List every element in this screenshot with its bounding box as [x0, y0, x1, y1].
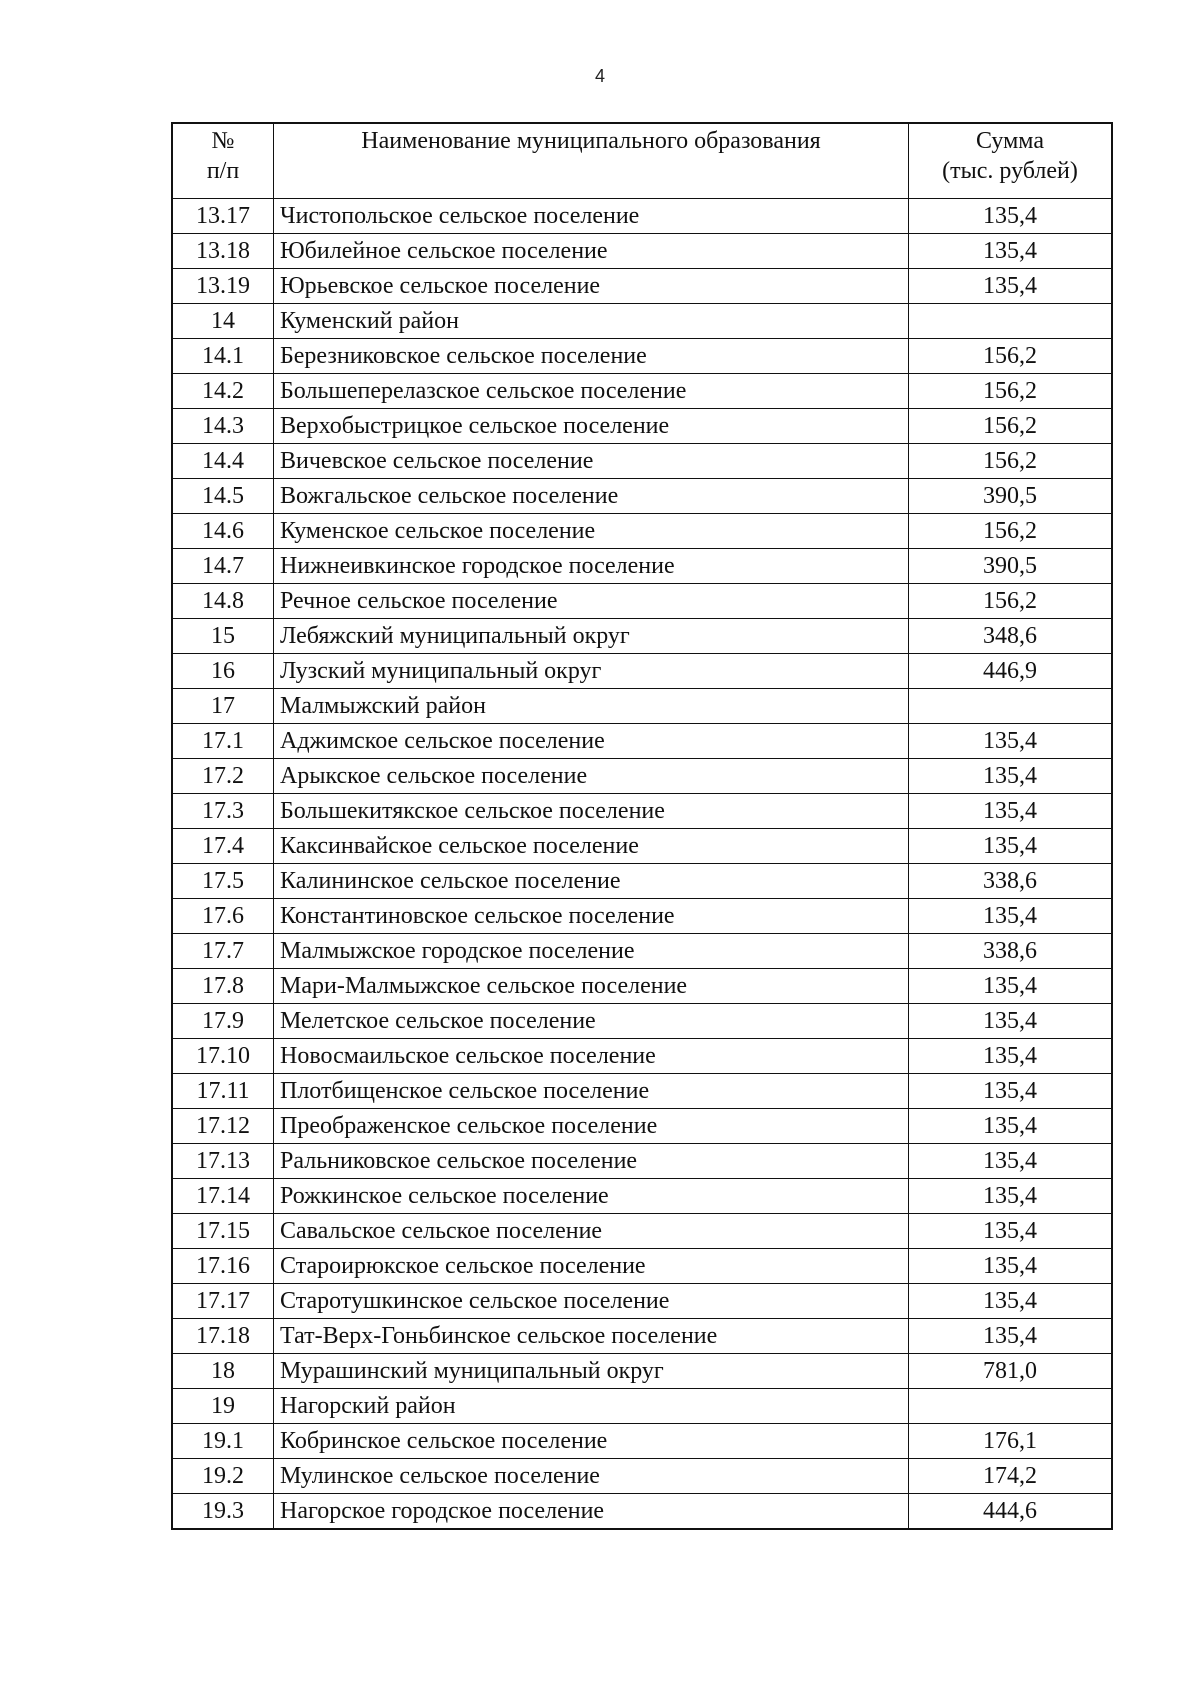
table-row [172, 794, 1112, 829]
table-row [172, 584, 1112, 619]
row-number-cell: 17 [172, 689, 274, 724]
row-number-cell: 17.6 [172, 899, 274, 934]
row-sum-cell: 135,4 [909, 1074, 1113, 1109]
header-name: Наименование муниципального образования [274, 123, 909, 199]
row-sum-cell: 156,2 [909, 514, 1113, 549]
header-sum-line1: Сумма [976, 128, 1044, 154]
row-number-cell: 19.2 [172, 1459, 274, 1494]
row-number-cell: 14 [172, 304, 274, 339]
row-name-cell: Старотушкинское сельское поселение [274, 1284, 909, 1319]
row-number-cell: 17.2 [172, 759, 274, 794]
row-sum-cell: 135,4 [909, 1109, 1113, 1144]
table-row [172, 1249, 1112, 1284]
row-name-cell: Куменское сельское поселение [274, 514, 909, 549]
table-row [172, 269, 1112, 304]
row-sum-cell: 135,4 [909, 234, 1113, 269]
row-number-cell: 14.8 [172, 584, 274, 619]
row-number-cell: 17.16 [172, 1249, 274, 1284]
row-number-cell: 17.9 [172, 1004, 274, 1039]
table-body [172, 199, 1112, 1530]
row-sum-cell: 338,6 [909, 864, 1113, 899]
row-sum-cell [909, 1389, 1113, 1424]
header-sum-line2: (тыс. рублей) [942, 158, 1078, 184]
table-row [172, 549, 1112, 584]
row-sum-cell: 176,1 [909, 1424, 1113, 1459]
row-sum-cell: 135,4 [909, 969, 1113, 1004]
row-sum-cell: 135,4 [909, 759, 1113, 794]
allocation-table [171, 122, 1113, 1530]
table-row [172, 1494, 1112, 1530]
row-name-cell: Нижнеивкинское городское поселение [274, 549, 909, 584]
table-row [172, 829, 1112, 864]
header-number-line1: № [211, 128, 235, 154]
table-row [172, 689, 1112, 724]
row-name-cell: Большеперелазское сельское поселение [274, 374, 909, 409]
row-sum-cell: 135,4 [909, 1214, 1113, 1249]
table-row [172, 374, 1112, 409]
row-name-cell: Лузский муниципальный округ [274, 654, 909, 689]
table-header [172, 123, 1112, 199]
row-name-cell: Тат-Верх-Гоньбинское сельское поселение [274, 1319, 909, 1354]
table-row [172, 514, 1112, 549]
row-sum-cell: 135,4 [909, 199, 1113, 234]
row-number-cell: 19 [172, 1389, 274, 1424]
table-row [172, 199, 1112, 234]
row-number-cell: 13.19 [172, 269, 274, 304]
row-sum-cell: 781,0 [909, 1354, 1113, 1389]
table-row [172, 1074, 1112, 1109]
row-name-cell: Староирюкское сельское поселение [274, 1249, 909, 1284]
row-number-cell: 17.12 [172, 1109, 274, 1144]
row-number-cell: 14.5 [172, 479, 274, 514]
row-name-cell: Лебяжский муниципальный округ [274, 619, 909, 654]
row-number-cell: 17.4 [172, 829, 274, 864]
table-row [172, 234, 1112, 269]
row-number-cell: 13.17 [172, 199, 274, 234]
row-name-cell: Чистопольское сельское поселение [274, 199, 909, 234]
row-sum-cell: 156,2 [909, 584, 1113, 619]
row-sum-cell [909, 304, 1113, 339]
row-number-cell: 19.1 [172, 1424, 274, 1459]
table-row [172, 1109, 1112, 1144]
row-sum-cell: 135,4 [909, 829, 1113, 864]
row-name-cell: Преображенское сельское поселение [274, 1109, 909, 1144]
row-number-cell: 14.6 [172, 514, 274, 549]
row-name-cell: Малмыжский район [274, 689, 909, 724]
row-number-cell: 18 [172, 1354, 274, 1389]
row-name-cell: Нагорский район [274, 1389, 909, 1424]
row-number-cell: 17.7 [172, 934, 274, 969]
table-row [172, 1319, 1112, 1354]
row-number-cell: 19.3 [172, 1494, 274, 1530]
row-number-cell: 17.18 [172, 1319, 274, 1354]
row-name-cell: Каксинвайское сельское поселение [274, 829, 909, 864]
row-name-cell: Мари-Малмыжское сельское поселение [274, 969, 909, 1004]
row-sum-cell: 390,5 [909, 479, 1113, 514]
row-name-cell: Савальское сельское поселение [274, 1214, 909, 1249]
table-row [172, 409, 1112, 444]
row-name-cell: Мелетское сельское поселение [274, 1004, 909, 1039]
row-sum-cell: 135,4 [909, 724, 1113, 759]
header-sum [909, 123, 1113, 199]
row-name-cell: Юрьевское сельское поселение [274, 269, 909, 304]
table-row [172, 339, 1112, 374]
table-row [172, 479, 1112, 514]
row-sum-cell: 156,2 [909, 339, 1113, 374]
row-number-cell: 17.11 [172, 1074, 274, 1109]
table-row [172, 1459, 1112, 1494]
row-number-cell: 17.14 [172, 1179, 274, 1214]
row-sum-cell: 348,6 [909, 619, 1113, 654]
row-number-cell: 17.10 [172, 1039, 274, 1074]
row-number-cell: 16 [172, 654, 274, 689]
row-number-cell: 17.8 [172, 969, 274, 1004]
table-row [172, 1389, 1112, 1424]
row-name-cell: Нагорское городское поселение [274, 1494, 909, 1530]
table-row [172, 864, 1112, 899]
table-row [172, 1214, 1112, 1249]
row-sum-cell [909, 689, 1113, 724]
row-sum-cell: 156,2 [909, 374, 1113, 409]
row-name-cell: Малмыжское городское поселение [274, 934, 909, 969]
table-row [172, 304, 1112, 339]
table-row [172, 654, 1112, 689]
row-number-cell: 17.1 [172, 724, 274, 759]
table-row [172, 1424, 1112, 1459]
row-name-cell: Константиновское сельское поселение [274, 899, 909, 934]
row-number-cell: 17.15 [172, 1214, 274, 1249]
row-sum-cell: 446,9 [909, 654, 1113, 689]
row-name-cell: Аджимское сельское поселение [274, 724, 909, 759]
row-sum-cell: 135,4 [909, 899, 1113, 934]
table-row [172, 444, 1112, 479]
row-number-cell: 17.13 [172, 1144, 274, 1179]
row-sum-cell: 135,4 [909, 1144, 1113, 1179]
row-name-cell: Мулинское сельское поселение [274, 1459, 909, 1494]
table-row [172, 619, 1112, 654]
row-name-cell: Юбилейное сельское поселение [274, 234, 909, 269]
row-sum-cell: 135,4 [909, 1284, 1113, 1319]
row-name-cell: Ральниковское сельское поселение [274, 1144, 909, 1179]
row-sum-cell: 390,5 [909, 549, 1113, 584]
page-number: 4 [594, 66, 605, 86]
row-name-cell: Кобринское сельское поселение [274, 1424, 909, 1459]
row-number-cell: 13.18 [172, 234, 274, 269]
row-sum-cell: 135,4 [909, 1179, 1113, 1214]
table-row [172, 969, 1112, 1004]
row-name-cell: Вичевское сельское поселение [274, 444, 909, 479]
table-row [172, 934, 1112, 969]
row-sum-cell: 174,2 [909, 1459, 1113, 1494]
row-name-cell: Речное сельское поселение [274, 584, 909, 619]
row-number-cell: 14.2 [172, 374, 274, 409]
row-sum-cell: 135,4 [909, 269, 1113, 304]
row-name-cell: Куменский район [274, 304, 909, 339]
row-number-cell: 15 [172, 619, 274, 654]
table-row [172, 1039, 1112, 1074]
row-name-cell: Плотбищенское сельское поселение [274, 1074, 909, 1109]
row-name-cell: Рожкинское сельское поселение [274, 1179, 909, 1214]
row-name-cell: Березниковское сельское поселение [274, 339, 909, 374]
row-number-cell: 14.7 [172, 549, 274, 584]
row-number-cell: 17.3 [172, 794, 274, 829]
row-name-cell: Новосмаильское сельское поселение [274, 1039, 909, 1074]
row-sum-cell: 135,4 [909, 794, 1113, 829]
row-number-cell: 14.4 [172, 444, 274, 479]
header-number [172, 123, 274, 199]
row-name-cell: Арыкское сельское поселение [274, 759, 909, 794]
row-name-cell: Мурашинский муниципальный округ [274, 1354, 909, 1389]
header-number-line2: п/п [206, 158, 240, 184]
row-sum-cell: 338,6 [909, 934, 1113, 969]
table-row [172, 724, 1112, 759]
row-number-cell: 17.5 [172, 864, 274, 899]
row-number-cell: 14.3 [172, 409, 274, 444]
row-sum-cell: 156,2 [909, 409, 1113, 444]
row-sum-cell: 156,2 [909, 444, 1113, 479]
table-row [172, 1144, 1112, 1179]
header-row [172, 123, 1112, 199]
row-name-cell: Верхобыстрицкое сельское поселение [274, 409, 909, 444]
table-row [172, 759, 1112, 794]
table-row [172, 1179, 1112, 1214]
table-row [172, 1004, 1112, 1039]
row-number-cell: 14.1 [172, 339, 274, 374]
row-sum-cell: 444,6 [909, 1494, 1113, 1530]
row-sum-cell: 135,4 [909, 1039, 1113, 1074]
table-row [172, 1284, 1112, 1319]
row-name-cell: Вожгальское сельское поселение [274, 479, 909, 514]
row-sum-cell: 135,4 [909, 1004, 1113, 1039]
table-row [172, 899, 1112, 934]
row-number-cell: 17.17 [172, 1284, 274, 1319]
table-row [172, 1354, 1112, 1389]
row-sum-cell: 135,4 [909, 1319, 1113, 1354]
row-name-cell: Калининское сельское поселение [274, 864, 909, 899]
row-sum-cell: 135,4 [909, 1249, 1113, 1284]
row-name-cell: Большекитякское сельское поселение [274, 794, 909, 829]
